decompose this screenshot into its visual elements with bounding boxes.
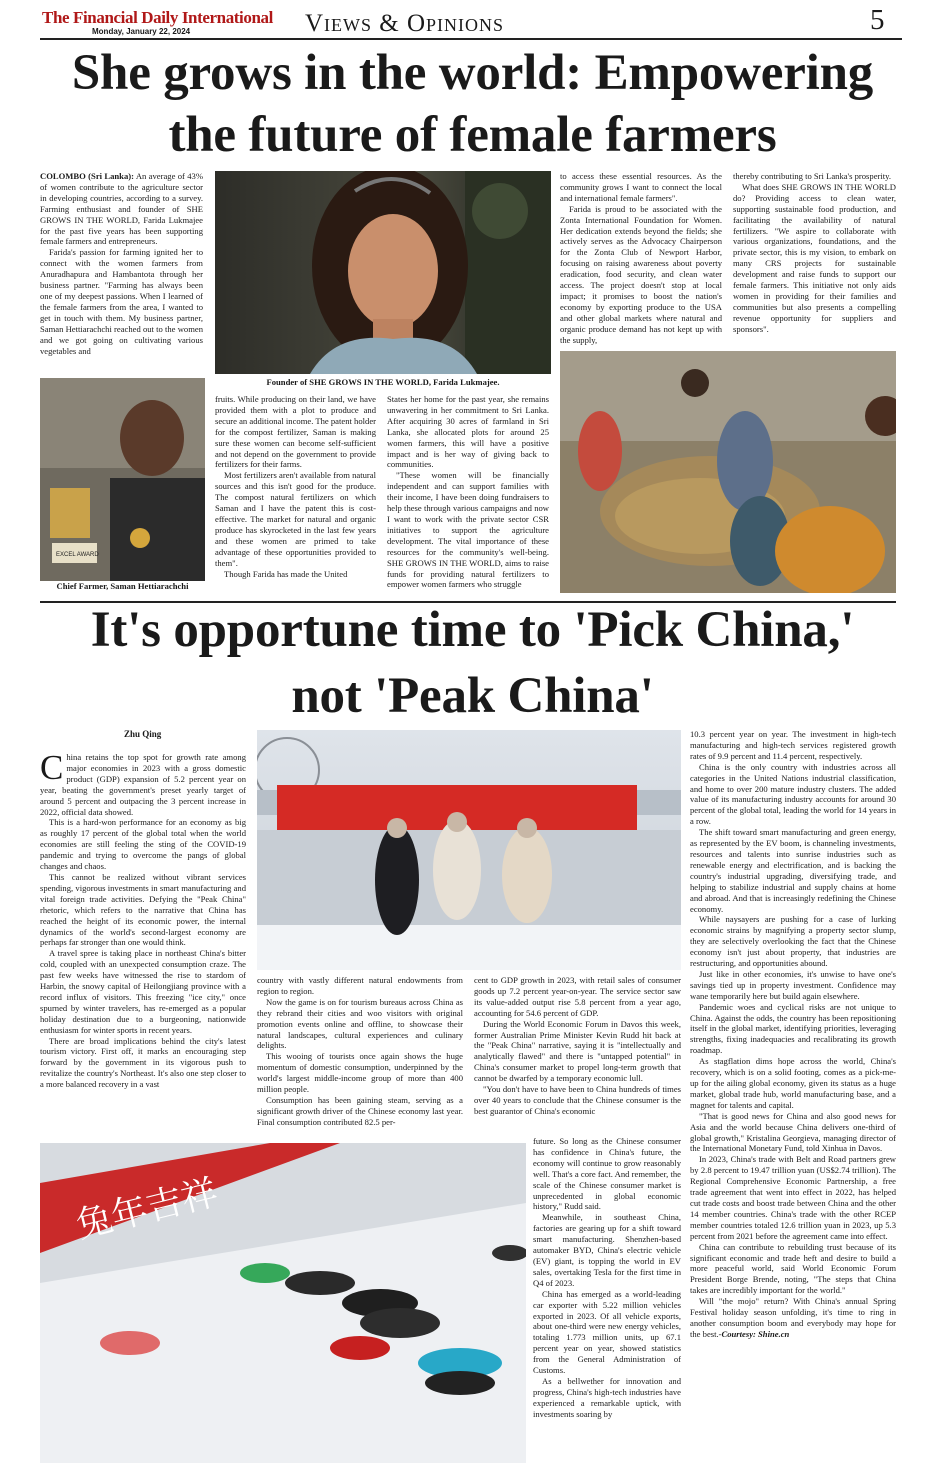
article1-column-5	[733, 171, 896, 347]
article2-paragraph: "You don't have to have been to China hundreds of times over 40 years to conclude that the Chinese consumer is the best guarantor of China's economic	[474, 1084, 681, 1116]
article2-paragraph: Pandemic woes and cyclical risks are not unique to China. Against the odds, the country has been repositioning itself in the global market, identifying priorities, leveraging strengths, fixing inadequacies and recalibrating its growth roadmap.	[690, 1001, 896, 1056]
article2-headline-line2: not 'Peak China'	[291, 668, 654, 724]
courtesy-credit: -Courtesy: Shine.cn	[718, 1328, 790, 1339]
article1-paragraph: Farida is proud to be associated with the Zonta International Foundation for Women. Her dedication extends beyond the fields; she actively serves as the Advocacy Chairperson for the Zonta Club of Newport Harbor, focusing on raising awareness about poverty eradication, food security, and clean water access. The project doesn't stop at local impact; it promises to boost the nation's economy by exporting produce to the USA and other global markets where natural and organic produce demand has not kept up with the supply,	[560, 203, 722, 345]
article2-paragraph: Now the game is on for tourism bureaus across China as they rebrand their cities and woo visitors with original promotion events online and offline, to showcase their natural landscapes, cultural experiences and culinary delights.	[257, 996, 463, 1051]
article2-paragraph: There are broad implications behind the city's latest tourism victory. First off, it marks an encouraging step forward by the government in its vigorous push to revitalize the country's Northeast. It's also one step closer to a more balanced recovery in a vast	[40, 1035, 246, 1090]
article1-paragraph: States her home for the past year, she remains unwavering in her commitment to Sri Lanka. After acquiring 30 acres of farmland in Sri Lanka, she allocated plots for around 25 women farmers, this will have a positive impact and is her way of giving back to communities.	[387, 394, 549, 470]
article2-paragraph: cent to GDP growth in 2023, with retail sales of consumer goods up 7.2 percent year-on-year. The service sector saw its value-added output rise 5.8 percent from a year ago, accounting for 54.6 percent of GDP.	[474, 975, 681, 1018]
article1-paragraph: "These women will be financially independent and can support families with their income, I have been doing fundraisers to help these through various campaigns and now I want to work with the private sector CSR initiatives to support the agriculture development. The vital importance of these resources for the community's well-being. SHE GROWS IN THE WORLD, aims to raise funds for providing natural fertilizers to empower women farmers who struggle	[387, 470, 549, 590]
article1-paragraph: An average of 43% of women contribute to the agriculture sector in developing countries, according to a survey. Farming enthusiast and founder of SHE GROWS IN THE WORLD, Farida Lukmajee for the past five years has been supporting female farmers and entrepreneurs.	[40, 171, 203, 247]
article2-column-1	[40, 752, 246, 1132]
article1-column-1	[40, 171, 203, 371]
snow-slide-photo	[40, 1143, 526, 1463]
drop-cap: C	[40, 752, 64, 787]
article2-paragraph: As stagflation dims hope across the world, China's recovery, which is on a solid footing, comes as a pick-me-up for the ailing global economy, given its status as a huge market, global trade hub, world manufacturing base, and a magnet for talents and capital.	[690, 1056, 896, 1110]
article1-headline-line1: She grows in the world: Empowering	[71, 45, 874, 101]
article2-column-2	[257, 975, 463, 1137]
article2-column-3-continued	[533, 1136, 681, 1462]
article2-paragraph: future. So long as the Chinese consumer has confidence in China's future, the economy will continue to grow reasonably well. That's a core fact. And remember, the scale of the Chinese consumer market is unprecedented in global economic history," Rudd said.	[533, 1136, 681, 1212]
page-number: 5	[870, 4, 885, 36]
article2-paragraph: China is the only country with industries across all categories in the United Nations industrial classification, and home to over 200 mature industry clusters. The added value of its manufacturing industry accounts for around 30 percent of the global total, leading the world for 14 years in a row.	[690, 761, 896, 827]
article1-paragraph: Most fertilizers aren't available from natural sources and this isn't good for the produce. The compost natural fertilizers on which Saman and I have the patent this is cost-effective. The market for natural and organic produce has skyrocketed in the last few years and these women are primed to take advantage of these opportunities provided to them".	[215, 470, 376, 568]
article1-column-3	[387, 394, 549, 592]
article2-paragraph: In 2023, China's trade with Belt and Road partners grew by 2.8 percent to 19.47 trillion yuan (US$2.74 trillion). The Regional Comprehensive Economic Partnership, a free trade agreement that went into effect in 2022, has helped cut trade costs and boost trade between China and the other 14 member countries. China's trade with the other RCEP member countries totaled 12.6 trillion yuan in 2023, up 5.3 percent from 2021 before the agreement came into effect.	[690, 1154, 896, 1241]
article2-paragraph: This cannot be realized without vibrant services spending, vigorous investments in smart manufacturing and vital foreign trade activities. Defying the "Peak China" rhetoric, which refers to the narrative that China has reached the height of its economic power, the internal dynamics of the world's second-largest economy are perhaps far stronger than one would think.	[40, 871, 246, 948]
article2-column-4	[690, 729, 896, 1463]
harbin-ice-festival-photo	[257, 730, 681, 970]
article1-paragraph: Farida's passion for farming ignited her to connect with the women farmers from Anuradhapura and Hambantota through her business partner. "Farming has always been one of my deepest passions. When I learned of the female farmers from the area, I wanted to get in touch with them. My business partner, Saman Hettiarachchi reached out to the women and we got going on cultivating various vegetables and	[40, 247, 203, 356]
masthead-rule	[40, 38, 902, 40]
article2-paragraph: China can contribute to rebuilding trust because of its significant economic and trade heft and desire to build a more peaceful world, said World Economic Forum President Borge Brende, noting, "The steps that China takes are incredibly important for the world."	[690, 1241, 896, 1296]
article2-paragraph: Meanwhile, in southeast China, factories are gearing up for a shift toward smart manufacturing. Shenzhen-based automaker BYD, China's electric vehicle (EV) giant, is topping the world in EV sales, overtaking Tesla for the first time in Q4 of 2023.	[533, 1212, 681, 1288]
chief-farmer-caption: Chief Farmer, Saman Hettiarachchi	[56, 581, 189, 591]
article1-dateline: COLOMBO (Sri Lanka):	[40, 171, 134, 181]
article2-paragraph: A travel spree is taking place in northeast China's bitter cold, coupled with an unexpected consumption craze. The past few weeks have witnessed the rise to stardom of Harbin, the snowy capital of Heilongjiang province with a record influx of visitors. This freezing "ice city," once spurned by winter travelers, has re-emerged as a popular holiday destination due to a burgeoning, nationwide enthusiasm for winter sports in recent years.	[40, 948, 246, 1035]
article1-paragraph: thereby contributing to Sri Lanka's prosperity.	[733, 171, 892, 181]
article2-paragraph: Just like in other economies, it's unwise to have one's savings tied up in property investment. Confidence may wane temporarily here but build again elsewhere.	[690, 968, 896, 1001]
article2-paragraph: This wooing of tourists once again shows the huge momentum of domestic consumption, underpinned by the world's largest middle-income group of more than 400 million people.	[257, 1051, 463, 1095]
article1-column-4	[560, 171, 722, 347]
article2-paragraph: During the World Economic Forum in Davos this week, former Australian Prime Minister Kevin Rudd hit back at the "Peak China" narrative, saying it is "intellectually and analytically flawed" and there is "untapped potential" in China's consumer market to propel long-term growth that cannot be dwarfed by a temporary economic lull.	[474, 1018, 681, 1084]
issue-date: Monday, January 22, 2024	[92, 27, 191, 36]
article2-paragraph: 10.3 percent year on year. The investment in high-tech manufacturing and high-tech services registered growth rates of 9.9 percent and 11.4 percent, respectively.	[690, 729, 896, 761]
article2-paragraph: The shift toward smart manufacturing and green energy, as represented by the EV boom, is channeling investments, resources and talents into sunrise industries such as renewable energy and electrification, and is backing the country's industrial upgrading, diversifying trade, and helping to stabilize industrial and supply chains at home and abroad. And that is increasingly redefining the Chinese economy.	[690, 827, 896, 914]
article2-paragraph: hina retains the top spot for growth rate among major economies in 2023 with a gross domestic product (GDP) expansion of 5.2 percent year on year, beating the government's preset yearly target of around 5 percent and outpacing the 3 percent increase in 2022, official data showed.	[40, 752, 246, 817]
women-farmers-photo	[560, 351, 896, 593]
chief-farmer-photo	[40, 378, 205, 581]
article2-paragraph: China has emerged as a world-leading car exporter with 5.22 million vehicles exported in 2023. Of all vehicle exports, about one-third were new energy vehicles, totaling 1.773 million units, up 67.1 percent year on year, showed statistics from the General Administration of Customs.	[533, 1288, 681, 1376]
article1-column-2	[215, 394, 376, 592]
article2-paragraph: Will "the mojo" return? With China's annual Spring Festival holiday season unfolding, it's time to ring in another consumption boom and everybody may hope for the best.	[690, 1296, 896, 1339]
article1-paragraph: fruits. While producing on their land, we have provided them with a plot to produce and secure an additional income. The patent holder for the compost fertilizer, Saman is making sure these women can become self-sufficient and not depend on the government to provide fertilizers for their farms.	[215, 394, 376, 470]
section-title: Views & Opinions	[305, 10, 505, 37]
article1-paragraph: to access these essential resources. As the community grows I want to connect the local and international female farmers".	[560, 171, 722, 203]
article2-paragraph: "That is good news for China and also good news for Asia and the world because China delivers one-third of global growth," Kristalina Georgieva, managing director of the International Monetary Fund, told Xinhua in Davos.	[690, 1110, 896, 1154]
award-plate-text: EXCEL AWARD	[56, 552, 99, 558]
article2-paragraph: This is a hard-won performance for an economy as big as roughly 17 percent of the global total when the world economies are still feeling the sting of the COVID-19 pandemic and trying to overcome the pangs of global changes and chaos.	[40, 817, 246, 872]
founder-photo-caption: Founder of SHE GROWS IN THE WORLD, Farida Lukmajee.	[266, 377, 500, 387]
article2-paragraph: Consumption has been gaining steam, serving as a significant growth driver of the Chinese economy last year. Final consumption contributed 82.5 per-	[257, 1094, 463, 1127]
article2-byline: Zhu Qing	[124, 729, 162, 739]
article2-paragraph: country with vastly different natural endowments from region to region.	[257, 975, 463, 996]
article1-paragraph: What does SHE GROWS IN THE WORLD do? Providing access to clean water, supporting sustainable food production, and facilitating the availability of natural fertilizers. "We aspire to collaborate with various organizations, foundations, and the private sector, this is my vision, to embark on many CRS projects for sustainable development and raise funds to support our female farmers. This initiative not only aids women in providing for their families and communities but also presents a compelling revenue opportunity for suppliers and sponsors".	[733, 181, 896, 334]
newspaper-name: The Financial Daily International	[42, 8, 273, 27]
article2-headline-line1: It's opportune time to 'Pick China,'	[90, 602, 855, 658]
article1-paragraph: Though Farida has made the United	[224, 568, 348, 579]
article2-paragraph: While naysayers are pushing for a case of lurking economic strains by magnifying a property sector slump, they are selectively overlooking the fact that the Chinese economy isn't just about property, that industries are restructuring, and opportunities abound.	[690, 914, 896, 969]
article2-column-3	[474, 975, 681, 1135]
article1-headline-line2: the future of female farmers	[168, 107, 777, 163]
founder-photo	[215, 171, 551, 374]
article2-paragraph: As a bellwether for innovation and progress, China's high-tech industries have experienced a remarkable uptick, with investments soaring by	[533, 1375, 681, 1419]
banner-text: 兔年吉祥	[72, 1172, 222, 1247]
